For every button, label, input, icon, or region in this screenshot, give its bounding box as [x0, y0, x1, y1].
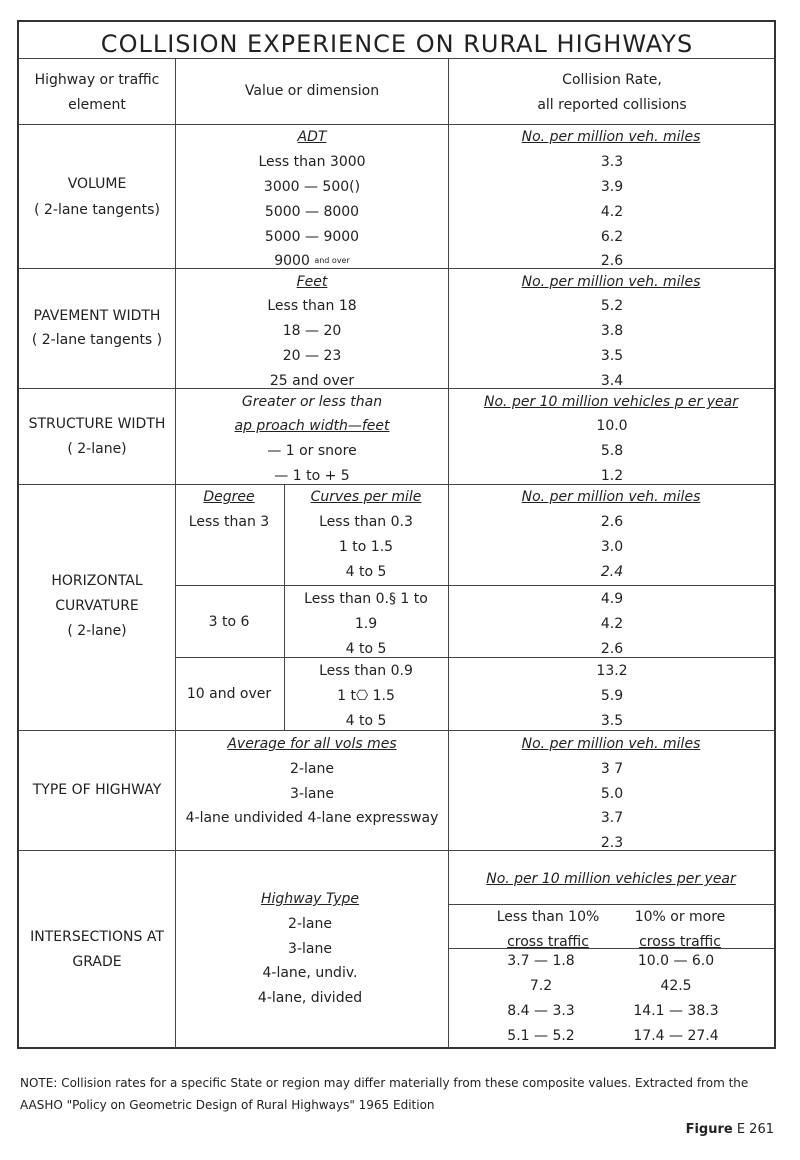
rate-cell: 3.9	[600, 179, 624, 195]
rate-cell: 5.9	[600, 688, 624, 704]
row-label: TYPE OF HIGHWAY	[32, 782, 162, 798]
rate-cell: 1.2	[600, 468, 624, 484]
value-cell: 5000 — 8000	[264, 204, 360, 220]
row-label: STRUCTURE WIDTH	[28, 416, 166, 432]
divider	[175, 585, 775, 586]
divider	[448, 948, 775, 949]
rate-cell: 4.9	[600, 591, 624, 607]
value-cell: 3-lane	[288, 941, 332, 957]
value-cell: 2-lane	[288, 916, 332, 932]
value-cell: 18 — 20	[282, 323, 342, 339]
value-cell: — 1 to + 5	[274, 468, 350, 484]
rate-cell: 8.4 — 3.3	[507, 1003, 575, 1019]
value-cell: 1.9	[354, 616, 378, 632]
rate-cell: 4.2	[600, 204, 624, 220]
divider	[18, 388, 775, 389]
column-divider	[175, 58, 176, 1048]
value-cell: 3000 — 500()	[263, 179, 361, 195]
value-cell: 25 and over	[269, 373, 355, 389]
rate-cell: 2.3	[600, 835, 624, 851]
column-subheader: ADT	[297, 129, 327, 145]
row-label: ( 2-lane)	[67, 441, 127, 457]
column-subheader: Average for all vols mes	[227, 736, 397, 752]
table-title: COLLISION EXPERIENCE ON RURAL HIGHWAYS	[100, 30, 694, 58]
rate-cell: 2.4	[600, 564, 624, 580]
divider	[18, 268, 775, 269]
header-value: Value or dimension	[244, 83, 380, 99]
rate-cell: 7.2	[529, 978, 553, 994]
column-subheader: No. per million veh. miles	[521, 736, 701, 752]
column-subheader: No. per million veh. miles	[521, 489, 701, 505]
figure-label	[686, 1122, 774, 1137]
divider	[18, 124, 775, 125]
rate-cell: 2.6	[600, 253, 624, 269]
value-cell: 3-lane	[290, 786, 334, 802]
value-cell: Less than 0.9	[319, 663, 413, 679]
value-cell: Less than 0.§ 1 to	[304, 591, 428, 607]
value-cell: 4 to 5	[345, 713, 387, 729]
footnote: NOTE: Collision rates for a specific State or region may differ materially from these composite values. Extracted from the AASHO "Policy on Geometric Design of Rural Highways" 1965 Edition	[20, 1076, 749, 1112]
rate-cell: 14.1 — 38.3	[633, 1003, 719, 1019]
column-subheader: No. per million veh. miles	[521, 274, 701, 290]
rate-cell: 5.1 — 5.2	[507, 1028, 575, 1044]
column-subheader: Feet	[296, 274, 328, 290]
rate-cell: 5.0	[600, 786, 624, 802]
rate-cell: 3.4	[600, 373, 624, 389]
rate-cell: 13.2	[596, 663, 628, 679]
degree-cell: 10 and over	[186, 686, 272, 702]
divider	[18, 484, 775, 485]
header-element: element	[68, 97, 126, 113]
rate-cell: 3.7 — 1.8	[507, 953, 575, 969]
column-subheader: No. per million veh. miles	[521, 129, 701, 145]
row-label: VOLUME	[67, 176, 127, 192]
rate-cell: 3.5	[600, 713, 624, 729]
figure-number: E 261	[736, 1122, 774, 1137]
rate-cell: 10.0 — 6.0	[637, 953, 715, 969]
value-cell: 4-lane undivided 4-lane expressway	[185, 810, 439, 826]
rate-cell: 17.4 — 27.4	[633, 1028, 719, 1044]
rate-cell: 3.8	[600, 323, 624, 339]
header-rate: Collision Rate,	[562, 72, 662, 88]
rate-cell: 3.5	[600, 348, 624, 364]
column-divider	[284, 484, 285, 730]
divider	[18, 730, 775, 731]
row-label: INTERSECTIONS AT	[30, 929, 164, 945]
value-cell: 1 t⎔ 1.5	[337, 688, 395, 704]
value-cell: 4-lane, divided	[257, 990, 363, 1006]
rate-cell: 2.6	[600, 514, 624, 530]
divider	[448, 904, 775, 905]
column-subheader: Greater or less than	[241, 394, 383, 410]
row-label: GRADE	[72, 954, 122, 970]
column-subheader: No. per 10 million vehicles p er year	[484, 394, 738, 410]
rate-cell: 6.2	[600, 229, 624, 245]
rate-cell: 4.2	[600, 616, 624, 632]
row-label: ( 2-lane)	[67, 623, 127, 639]
value-cell: 1 to 1.5	[338, 539, 394, 555]
value-cell: 4-lane, undiv.	[262, 965, 358, 981]
column-divider	[448, 58, 449, 1048]
value-cell: Less than 18	[267, 298, 357, 314]
value-cell: 4 to 5	[345, 564, 387, 580]
degree-cell: Less than 3	[188, 514, 270, 530]
column-subheader: Curves per mile	[310, 489, 422, 505]
column-subheader: Degree	[203, 489, 255, 505]
row-label: HORIZONTAL	[51, 573, 143, 589]
column-subheader: No. per 10 million vehicles per year	[486, 871, 736, 887]
value-cell: Less than 3000	[258, 154, 366, 170]
value-cell: 5000 — 9000	[264, 229, 360, 245]
value-cell: 4 to 5	[345, 641, 387, 657]
figure-word: Figure	[685, 1122, 733, 1137]
table-frame	[17, 20, 776, 1049]
value-text: 9000	[274, 253, 310, 269]
divider	[18, 850, 775, 851]
value-suffix: and over	[314, 256, 350, 265]
rate-cell: 42.5	[660, 978, 692, 994]
row-label: ( 2-lane tangents )	[31, 332, 163, 348]
rate-cell: 5.2	[600, 298, 624, 314]
rate-cell: 2.6	[600, 641, 624, 657]
rate-cell: 3.0	[600, 539, 624, 555]
degree-cell: 3 to 6	[208, 614, 250, 630]
header-rate: all reported collisions	[537, 97, 687, 113]
value-cell	[274, 252, 350, 270]
column-subheader: Highway Type	[260, 891, 360, 907]
column-subheader: ap proach width—feet	[234, 418, 390, 434]
header-element: Highway or traffic	[34, 72, 160, 88]
value-cell: 2-lane	[290, 761, 334, 777]
rate-cell: 3.3	[600, 154, 624, 170]
rate-cell: 5.8	[600, 443, 624, 459]
column-subheader: Less than 10%	[496, 909, 600, 925]
row-label: PAVEMENT WIDTH	[33, 308, 161, 324]
divider	[175, 657, 775, 658]
rate-cell: 10.0	[596, 418, 628, 434]
rate-cell: 3 7	[600, 761, 624, 777]
rate-cell: 3.7	[600, 810, 624, 826]
value-cell: Less than 0.3	[319, 514, 413, 530]
row-label: ( 2-lane tangents)	[34, 202, 160, 218]
value-cell: 20 — 23	[282, 348, 342, 364]
column-subheader: 10% or more	[634, 909, 726, 925]
value-cell: — 1 or snore	[267, 443, 357, 459]
row-label: CURVATURE	[55, 598, 139, 614]
column-subheader: cross traffic	[639, 934, 721, 950]
column-subheader: cross traffic	[507, 934, 589, 950]
